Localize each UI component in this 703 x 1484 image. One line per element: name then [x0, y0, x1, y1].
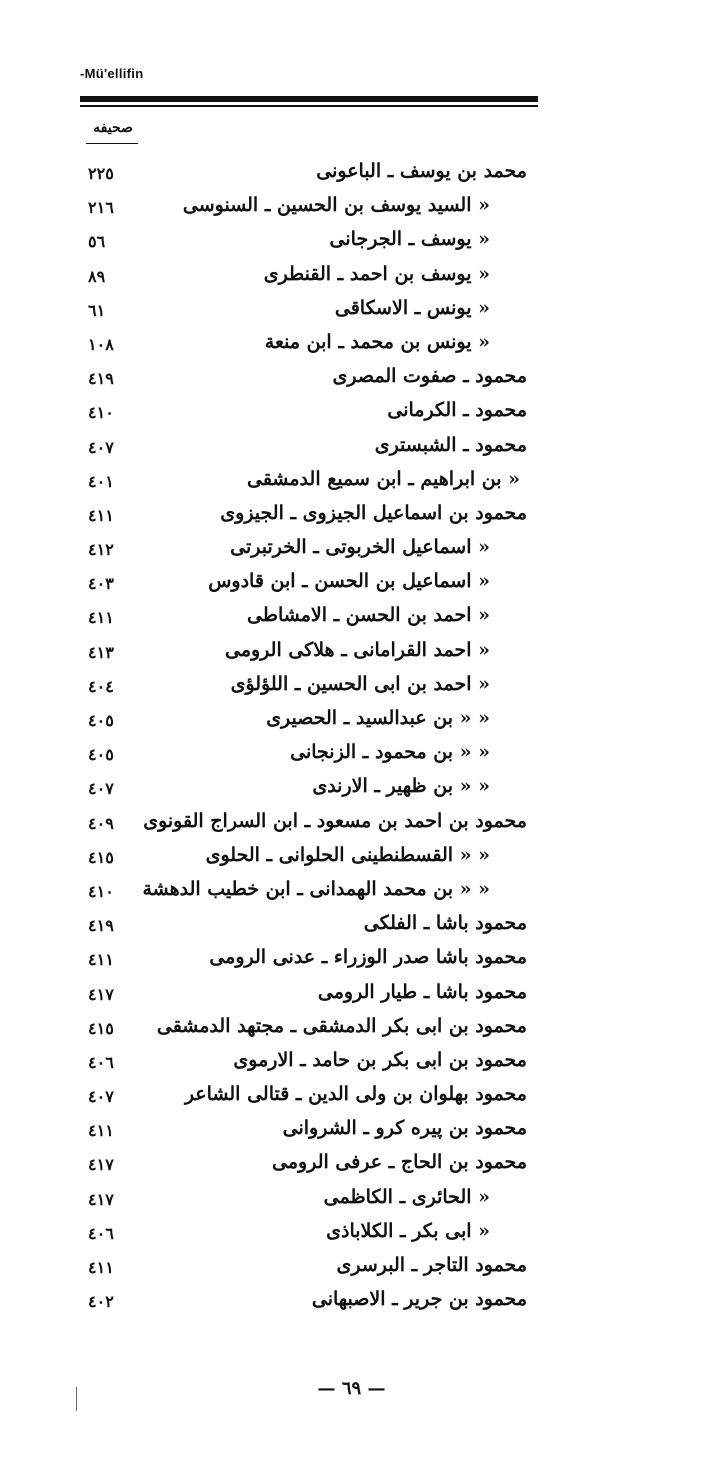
index-row: [0, 737, 703, 771]
author-entry: « « القسطنطينى الحلوانى ـ الحلوى: [205, 843, 490, 866]
page-reference: ٤٠٣: [88, 574, 114, 594]
page-reference: ٤١٢: [88, 540, 114, 560]
index-row: [0, 293, 703, 327]
author-entry: محمود ـ الشبسترى: [374, 433, 527, 456]
page-reference: ٤١١: [88, 505, 114, 525]
index-row: [0, 600, 703, 634]
page-reference: ٤١٧: [88, 1155, 114, 1175]
page-column-header: صحيفه: [93, 120, 133, 136]
author-entry: « الحائرى ـ الكاظمى: [323, 1185, 490, 1208]
author-entry: « ابى بكر ـ الكلاباذى: [326, 1219, 490, 1242]
page-reference: ٤٠٧: [88, 437, 114, 457]
author-entry: « « بن محمود ـ الزنجانى: [290, 741, 490, 764]
page-reference: ٦١: [88, 300, 106, 320]
index-row: [0, 840, 703, 874]
index-row: [0, 942, 703, 976]
index-row: [0, 1147, 703, 1181]
index-row: [0, 635, 703, 669]
index-row: [0, 259, 703, 293]
page-reference: ٤٠٧: [88, 779, 114, 799]
header-rule-thin: [80, 105, 538, 107]
page-reference: ٤١١: [88, 1121, 114, 1141]
page-reference: ٤١٧: [88, 1189, 114, 1209]
index-row: [0, 1045, 703, 1079]
page-reference: ٤١٠: [88, 881, 114, 901]
page-header: -Mü'ellifin: [80, 66, 144, 81]
author-entry: محمود بن جرير ـ الاصبهانى: [311, 1288, 527, 1311]
author-entry: « احمد بن الحسن ـ الامشاطى: [247, 604, 490, 627]
page-reference: ٤٠٩: [88, 813, 114, 833]
author-entry: محمود بن ابى بكر الدمشقى ـ مجتهد الدمشقى: [156, 1014, 527, 1037]
index-row: [0, 1250, 703, 1284]
index-row: [0, 1284, 703, 1318]
index-list: [0, 156, 703, 1318]
author-entry: « السيد يوسف بن الحسين ـ السنوسى: [182, 194, 490, 217]
author-entry: محمود باشا صدر الوزراء ـ عدنى الرومى: [209, 946, 527, 969]
header-rule-thick: [80, 96, 538, 102]
page-reference: ٥٦: [88, 232, 106, 252]
index-row: [0, 430, 703, 464]
index-row: [0, 977, 703, 1011]
page-reference: ٤١٩: [88, 369, 114, 389]
index-row: [0, 874, 703, 908]
author-entry: محمود بن احمد بن مسعود ـ ابن السراج القونوى: [143, 809, 527, 832]
author-entry: محمود بهلوان بن ولى الدين ـ قتالى الشاعر: [184, 1083, 527, 1106]
margin-mark: [76, 1387, 77, 1411]
author-entry: محمد بن يوسف ـ الباعونى: [316, 160, 527, 182]
page-reference: ٤٠٦: [88, 1052, 114, 1072]
author-entry: « احمد القرامانى ـ هلاكى الرومى: [224, 638, 490, 661]
page-reference: ٤٠٧: [88, 1087, 114, 1107]
page-reference: ٤٠٥: [88, 745, 114, 765]
index-row: [0, 224, 703, 258]
page-reference: ٤٠٤: [88, 676, 114, 696]
index-row: [0, 1011, 703, 1045]
author-entry: « يونس ـ الاسكاقى: [334, 296, 490, 319]
author-entry: محمود بن الحاج ـ عرفى الرومى: [272, 1151, 527, 1174]
index-row: [0, 532, 703, 566]
author-entry: « يونس بن محمد ـ ابن منعة: [264, 330, 490, 353]
page-reference: ٤١٥: [88, 847, 114, 867]
page-reference: ٤٠٥: [88, 711, 114, 730]
index-row: [0, 361, 703, 395]
index-row: [0, 669, 703, 703]
index-row: [0, 771, 703, 805]
index-row: [0, 1182, 703, 1216]
author-entry: محمود بن پيره كرو ـ الشروانى: [282, 1117, 527, 1140]
page-reference: ٤١٥: [88, 1018, 114, 1038]
author-entry: « بن ابراهيم ـ ابن سميع الدمشقى: [246, 467, 520, 490]
page-reference: ٤١١: [88, 608, 114, 628]
page-reference: ٨٩: [88, 266, 106, 286]
page-reference: ٤١٩: [88, 916, 114, 936]
author-entry: « يوسف بن احمد ـ القنطرى: [263, 262, 490, 285]
index-row: [0, 395, 703, 429]
index-row: [0, 1216, 703, 1250]
index-row: [0, 1079, 703, 1113]
author-entry: محمود ـ الكرمانى: [387, 399, 527, 422]
author-entry: محمود باشا ـ طيار الرومى: [317, 980, 527, 1003]
index-row: [0, 156, 703, 190]
page-reference: ٤١١: [88, 1258, 114, 1277]
author-entry: محمود ـ صفوت المصرى: [332, 365, 527, 388]
author-entry: « « بن محمد الهمدانى ـ ابن خطيب الدهشة: [142, 877, 490, 900]
page-reference: ٤١٧: [88, 984, 114, 1004]
author-entry: « « بن عبدالسيد ـ الحصيرى: [266, 707, 490, 729]
page-reference: ٤١١: [88, 950, 114, 970]
author-entry: محمود التاجر ـ البرسرى: [336, 1254, 527, 1276]
page-reference: ٤١٣: [88, 642, 114, 662]
author-entry: « اسماعيل بن الحسن ـ ابن قادوس: [208, 570, 490, 593]
author-entry: « احمد بن ابى الحسين ـ اللؤلؤى: [230, 672, 490, 695]
index-row: [0, 464, 703, 498]
page-reference: ٢١٦: [88, 198, 114, 218]
index-row: [0, 806, 703, 840]
index-row: [0, 327, 703, 361]
index-row: [0, 1113, 703, 1147]
index-row: [0, 908, 703, 942]
page-reference: ١٠٨: [88, 334, 114, 354]
author-entry: « اسماعيل الخربوتى ـ الخرتبرتى: [230, 536, 490, 559]
index-row: [0, 498, 703, 532]
page-reference: ٤٠٦: [88, 1223, 114, 1243]
index-row: [0, 190, 703, 224]
author-entry: « يوسف ـ الجرجانى: [329, 228, 490, 251]
page-number: — ٦٩ —: [317, 1378, 386, 1399]
page-reference: ٤١٠: [88, 403, 114, 423]
page-reference: ٤٠٢: [88, 1292, 114, 1312]
index-row: [0, 703, 703, 737]
page-reference: ٤٠١: [88, 471, 114, 491]
page-reference: ٢٢٥: [88, 164, 114, 183]
author-entry: محمود بن ابى بكر بن حامد ـ الارموى: [233, 1048, 527, 1071]
column-header-underline: [86, 143, 138, 144]
author-entry: « « بن ظهير ـ الارندى: [312, 775, 490, 798]
index-row: [0, 566, 703, 600]
author-entry: محمود بن اسماعيل الجيزوى ـ الجيزوى: [220, 501, 527, 524]
author-entry: محمود باشا ـ الفلكى: [363, 912, 527, 935]
